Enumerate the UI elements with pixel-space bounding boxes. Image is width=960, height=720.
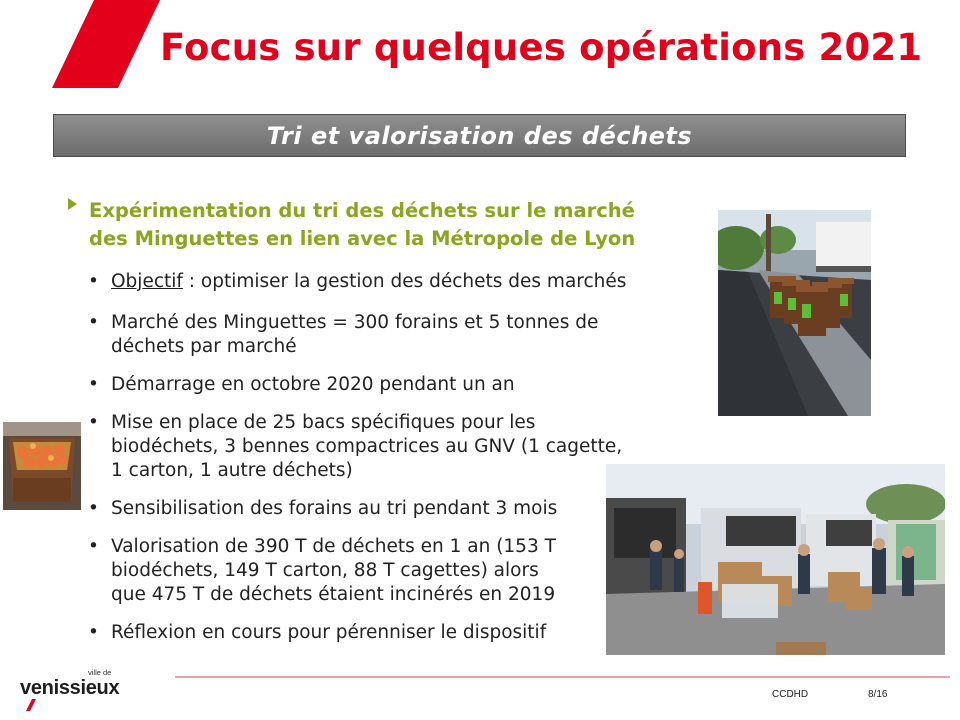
- bullet-demarrage: [88, 373, 668, 397]
- bullet-bacs-line1: Mise en place de 25 bacs spécifiques pour les: [111, 412, 536, 433]
- venissieux-logo: [18, 668, 148, 714]
- slide-title: Focus sur quelques opérations 2021: [160, 26, 923, 69]
- section-banner-label: Tri et valorisation des déchets: [266, 121, 693, 150]
- bullet-reflexion-text: Réflexion en cours pour pérenniser le dispositif: [111, 622, 547, 643]
- bullet-bacs-line2: biodéchets, 3 bennes compactrices au GNV (1 cagette,: [111, 436, 623, 457]
- bullet-valorisation-line1: Valorisation de 390 T de déchets en 1 an (153 T: [111, 536, 556, 557]
- bullet-valorisation-line2: biodéchets, 149 T carton, 88 T cagettes) alors: [111, 560, 539, 581]
- objectif-text: : optimiser la gestion des déchets des marchés: [182, 271, 627, 292]
- red-slash-decoration: [0, 0, 170, 92]
- bullet-valorisation: [88, 535, 668, 607]
- lead-heading: Expérimentation du tri des déchets sur le marché des Minguettes en lien avec la Métropole de Lyon: [89, 199, 636, 250]
- bullet-sensibilisation-text: Sensibilisation des forains au tri pendant 3 mois: [111, 498, 558, 519]
- bullet-list: [88, 270, 668, 645]
- logo-main-text: venissieux: [20, 677, 120, 699]
- section-banner: [53, 114, 906, 157]
- logo-mark-icon: [18, 699, 38, 711]
- bullet-marche-line1: Marché des Minguettes = 300 forains et 5 tonnes de: [111, 312, 599, 333]
- photo-peach-crate: [3, 422, 81, 510]
- bullet-marche: [88, 311, 668, 359]
- bullet-reflexion: [88, 621, 668, 645]
- bullet-objectif: [88, 270, 668, 294]
- bullet-bacs-line3: 1 carton, 1 autre déchets): [111, 460, 353, 481]
- bullet-demarrage-text: Démarrage en octobre 2020 pendant un an: [111, 374, 515, 395]
- bullet-bacs: [88, 411, 668, 483]
- footer-divider: [175, 676, 950, 678]
- photo-market-trucks: [606, 464, 945, 655]
- triangle-right-icon: [68, 198, 77, 210]
- bullet-valorisation-line3: que 475 T de déchets étaient incinérés en 2019: [111, 584, 556, 605]
- page-number: 8/16: [868, 689, 888, 700]
- bullet-marche-line2: déchets par marché: [111, 336, 297, 357]
- photo-compost-bins: [718, 210, 871, 416]
- footer-code: CCDHD: [772, 689, 809, 700]
- bullet-sensibilisation: [88, 497, 668, 521]
- objectif-label: Objectif: [111, 271, 183, 292]
- logo-small-text: ville de: [88, 668, 112, 677]
